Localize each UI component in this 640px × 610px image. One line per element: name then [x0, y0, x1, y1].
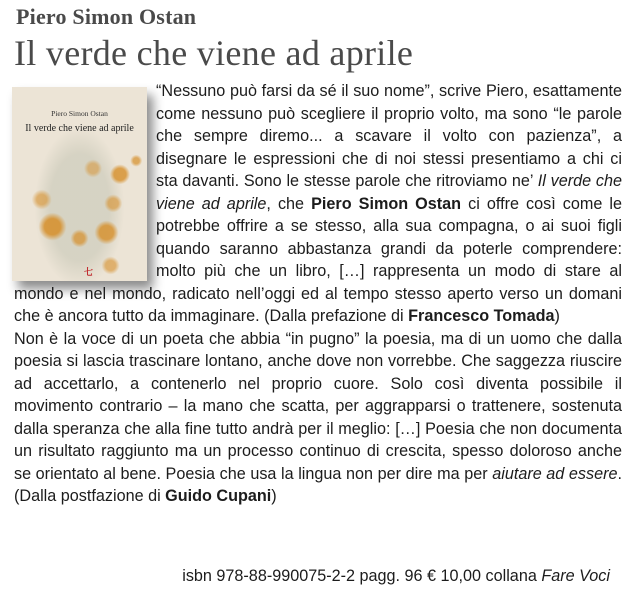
postface-author-bold: Guido Cupani [165, 487, 272, 505]
text-segment: ) [554, 307, 560, 325]
text-segment: “Nessuno può farsi da sé il suo nome”, scrive Piero, esattamente come nessuno può scegliere il proprio volto, ma sono “le parole che sempre diremo... a scavare il volto con pazienza”, a disegnare le espressioni che di noi stessi presentiamo a chi ci sta davanti. Sono le stesse parole che ritroviamo ne’ [156, 82, 622, 190]
publisher-logo-icon: 七 [84, 268, 94, 278]
cover-title: Il verde che viene ad aprile [25, 123, 134, 134]
text-segment: Non è la voce di un poeta che abbia “in pugno” la poesia, ma di un uomo che dalla poesia si lascia trascinare lontano, anche dove non vorrebbe. Che saggezza riuscire ad accettarlo, a contenerlo nel proprio cuore. Solo così diventa possibile il movimento contrario – la mano che scatta, per aggrapparsi o trattenere, sostenuta dalla speranza che alla fine tutto andrà per il meglio: […] Poesia che non documenta un risultato raggiunto ma un processo continuo di crescita, spesso doloroso anche se orientato al bene. Poesia che usa la lingua non per dire ma per [14, 329, 622, 483]
cover-author: Piero Simon Ostan [51, 109, 108, 118]
preface-author-bold: Francesco Tomada [408, 307, 555, 325]
book-info-line [0, 567, 610, 586]
text-segment: ci offre così come le potrebbe offrire a se stesso, alla sua compagna, o ai suoi figli quando saranno abbastanza grandi da poterle comprendere: molto più che un libro, […] rappresenta un modo di stare al mondo e nel mondo, radicato nell’oggi ed al tempo stesso aperto verso un domani che è ancora tutto da immaginare. (Dalla prefazione di [14, 194, 622, 325]
author-heading: Piero Simon Ostan [16, 4, 197, 29]
text-segment: . (Dalla postfazione di [14, 464, 622, 505]
author-bold: Piero Simon Ostan [311, 194, 462, 213]
article-body [14, 80, 622, 508]
text-segment: ) [271, 487, 277, 505]
series-name: Fare Voci [541, 567, 610, 585]
italic-phrase: aiutare ad essere [492, 464, 618, 483]
text-segment: , che [266, 194, 312, 213]
isbn-pages-price: isbn 978-88-990075-2-2 pagg. 96 € 10,00 collana [182, 567, 542, 585]
paragraph-postface [14, 328, 622, 508]
book-title-heading: Il verde che viene ad aprile [14, 33, 414, 73]
book-title-italic: Il verde che viene ad aprile [156, 172, 622, 213]
cover-float-spacer [14, 80, 156, 280]
